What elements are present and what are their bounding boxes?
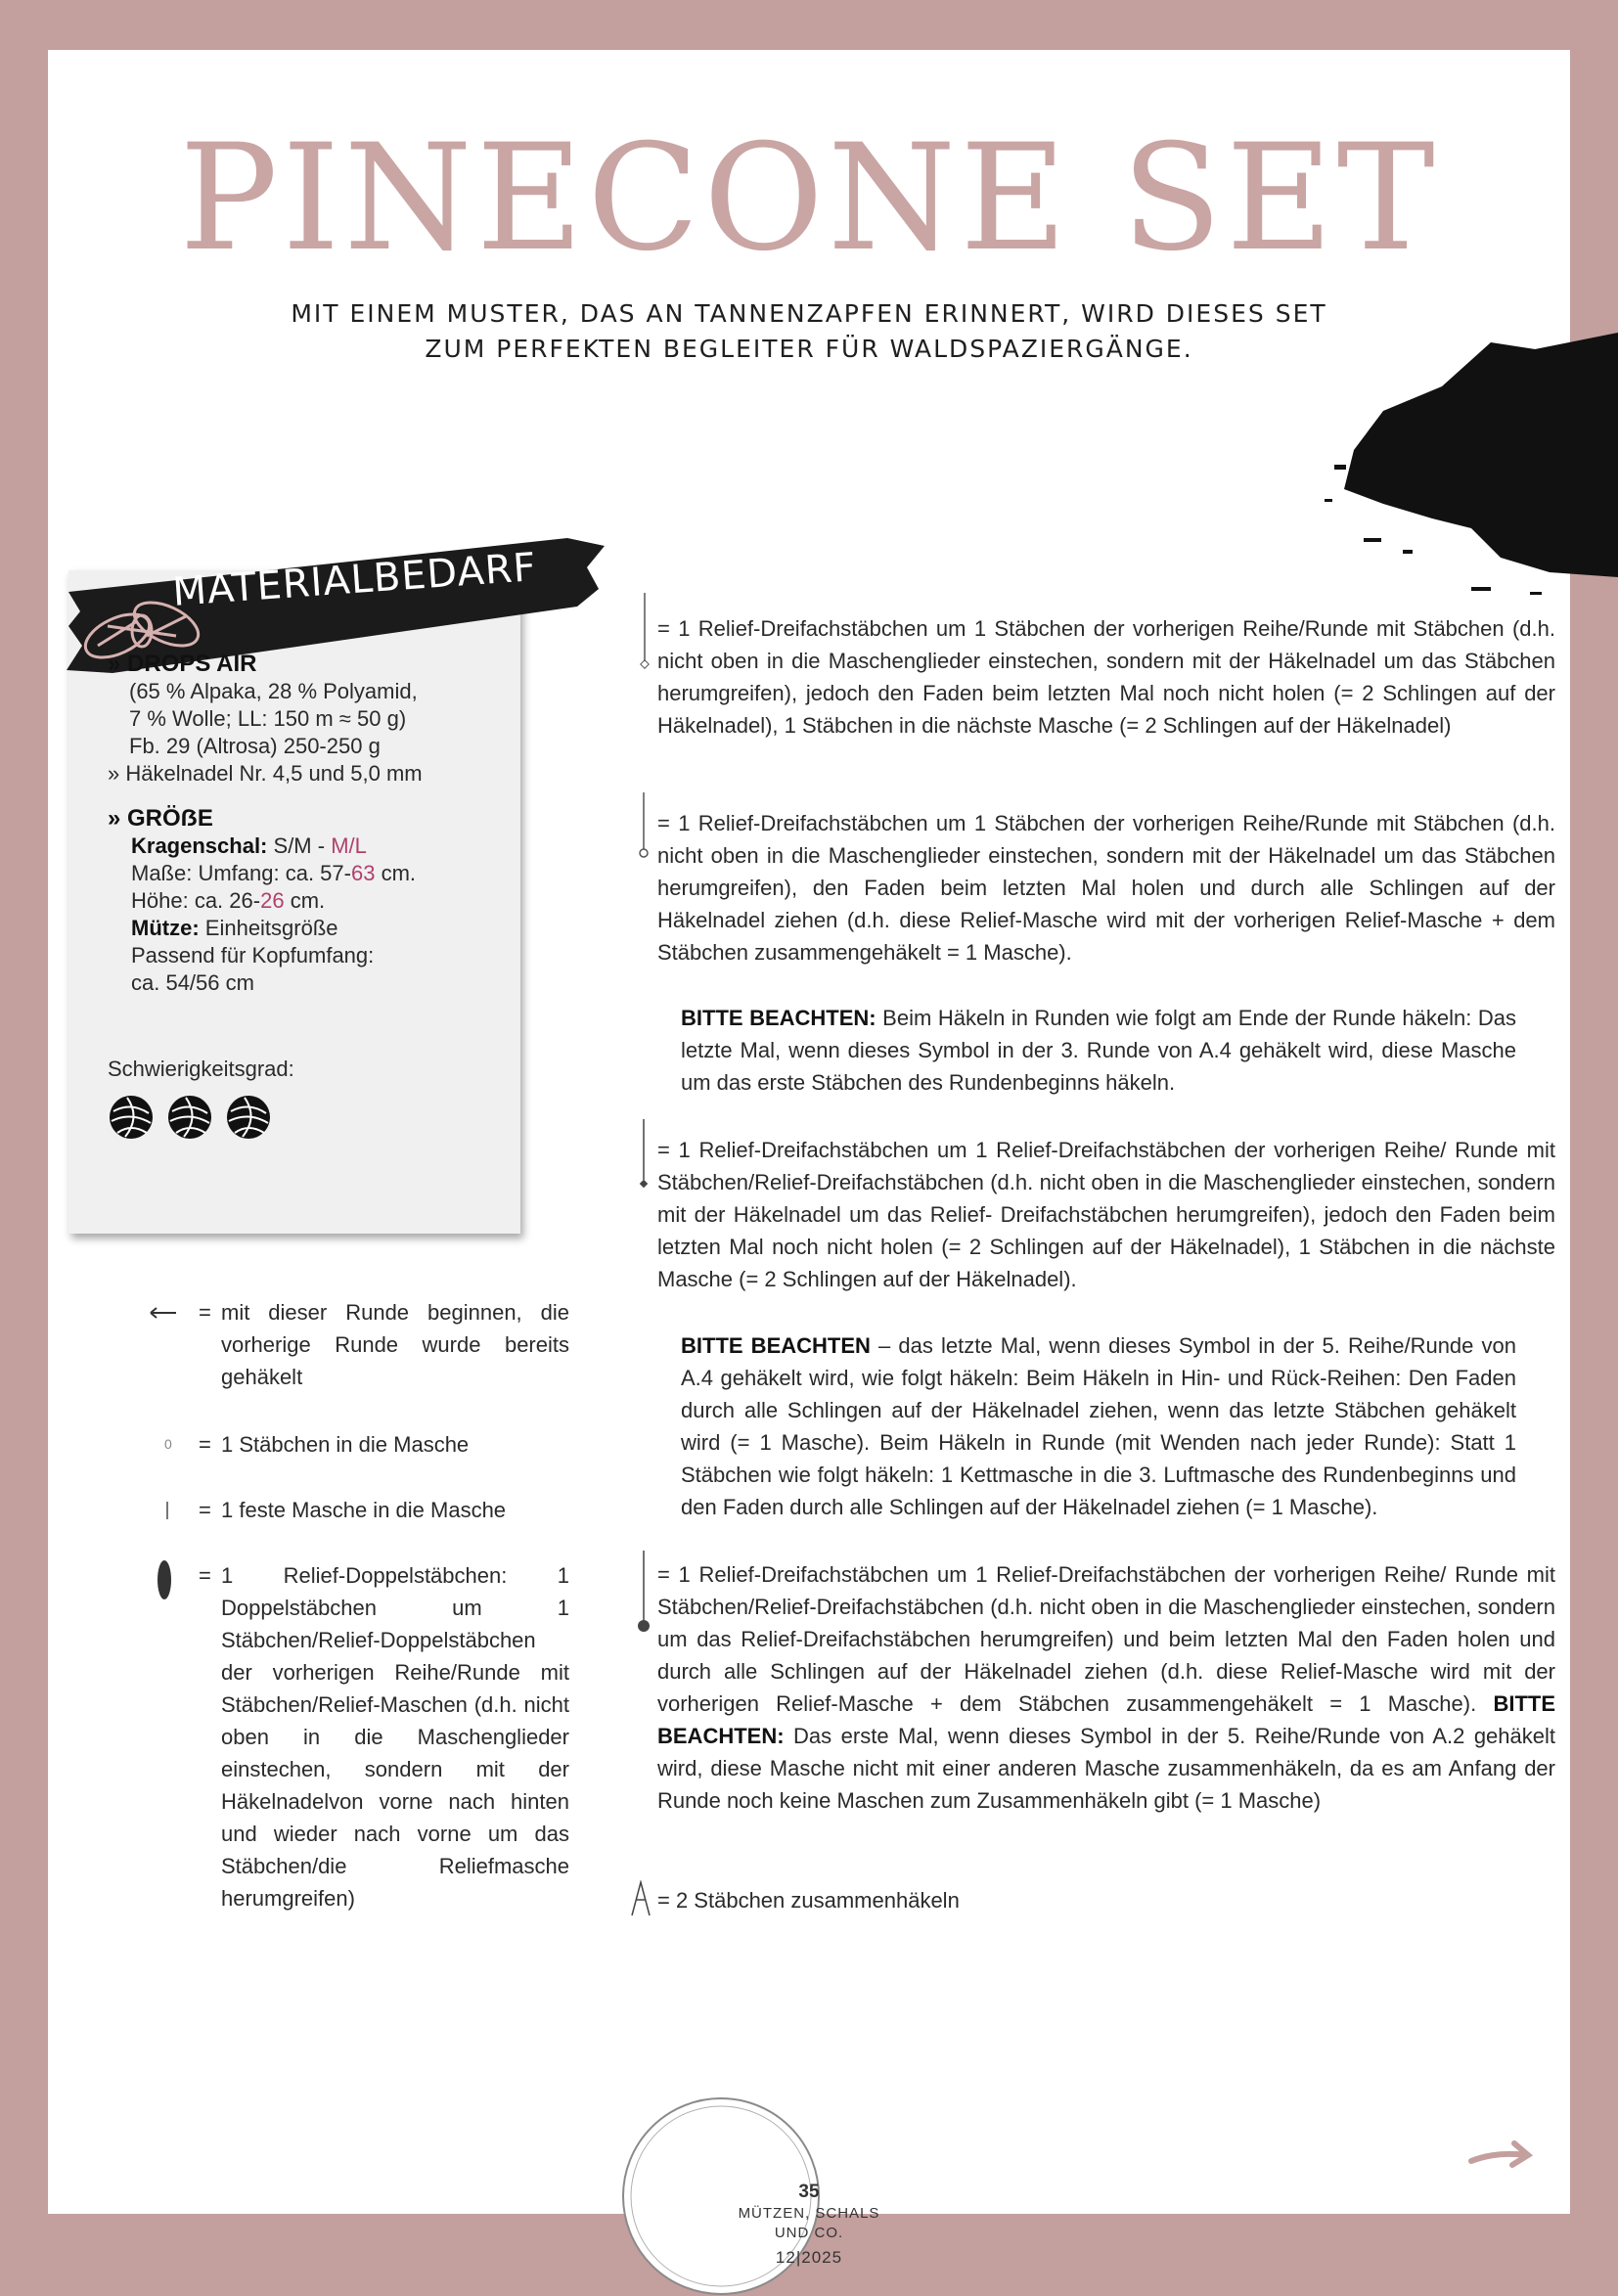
legend-text-a: = 1 Relief-Dreifachstäbchen um 1 Relief-Dreifachstäbchen der vorherigen Reihe/ Runde mit Stäbchen/Relief-Dreifachstäbchen (d.h. nicht oben in die Maschenglieder einstechen, sondern um das Relief-Dreifachstäbchen herumgreifen) und beim letzten Mal den Faden holen und durch alle Schlingen auf der Häkelnadel ziehen (d.h. diese Relief-Masche wird mit der vorherigen Relief-Masche + dem Stäbchen zusammengehäkelt = 1 Masche).: [657, 1562, 1555, 1716]
legend-eq: =: [199, 1432, 211, 1457]
yarn-heading: » DROPS AIR: [108, 651, 257, 677]
note-2-body: – das letzte Mal, wenn dieses Symbol in der 5. Reihe/Runde von A.4 gehäkelt wird, wie folgt häkeln: Beim Häkeln in Hin- und Rück-Reihen: Den Faden durch alle Schlingen auf der Häkelnadel ziehen, wenn das letzte Stäbchen gehäkelt wird (= 1 Masche). Beim Häkeln in Runde (mit Wenden nach jeder Runde): Statt 1 Stäbchen wie folgt häkeln: 1 Kettmasche in die 3. Luftmasche des Rundenbeginns und den Faden durch alle Schlingen auf der Häkelnadel ziehen (= 1 Masche).: [681, 1333, 1516, 1519]
material-content: [108, 651, 518, 997]
note-1-body: Beim Häkeln in Runden wie folgt am Ende der Runde häkeln: Das letzte Mal, wenn dieses Symbol in der 3. Runde von A.4 gehäkelt wird, diese Masche um das erste Stäbchen des Rundenbeginns häkeln.: [681, 1006, 1516, 1095]
legend-text: 1 feste Masche in die Masche: [221, 1498, 507, 1522]
next-page-arrow-icon[interactable]: [1467, 2138, 1536, 2173]
legend-text: 1 Stäbchen in die Masche: [221, 1432, 470, 1457]
yarn-ball-icon: [227, 1096, 270, 1139]
hat-label: Mütze:: [131, 916, 200, 940]
oval-icon: [157, 1559, 172, 1600]
legend-eq: =: [199, 1498, 211, 1522]
scarf-size-a: S/M -: [273, 833, 326, 858]
legend-eq: =: [199, 1563, 211, 1588]
hat-fit-2: ca. 54/56 cm: [131, 970, 254, 995]
issue-number: 12|2025: [775, 2248, 843, 2267]
scarf-label: Kragenschal:: [131, 833, 268, 858]
note-2-text: [681, 1329, 1516, 1523]
yarn-composition-1: (65 % Alpaka, 28 % Polyamid,: [129, 679, 418, 703]
legend-text: = 1 Relief-Dreifachstäbchen um 1 Stäbchen der vorherigen Reihe/Runde mit Stäbchen (d.h. nicht oben in die Maschenglieder einstechen, sondern mit der Häkelnadel um das Stäbchen herumgreifen), den Faden beim letzten Mal holen und durch alle Schlingen auf der Häkelnadel ziehen (d.h. diese Relief-Masche wird mit der vorherigen Relief-Masche + dem Stäbchen zusammengehäkelt = 1 Masche).: [657, 811, 1555, 965]
hat-fit-1: Passend für Kopfumfang:: [131, 943, 375, 968]
subtitle-line-1: MIT EINEM MUSTER, DAS AN TANNENZAPFEN ERINNERT, WIRD DIESES SET: [291, 299, 1327, 328]
legend-eq: =: [199, 1300, 211, 1325]
difficulty-rating: [108, 1094, 284, 1152]
note-2-label: BITTE BEACHTEN: [681, 1333, 871, 1358]
yarn-ball-icon: [168, 1096, 211, 1139]
height: [108, 887, 518, 915]
subtitle-line-2: ZUM PERFEKTEN BEGLEITER FÜR WALDSPAZIERGÄNGE.: [425, 335, 1193, 363]
hat-size: [108, 915, 518, 942]
difficulty-label: Schwierigkeitsgrad:: [108, 1057, 294, 1081]
legend-text: = 2 Stäbchen zusammenhäkeln: [657, 1888, 960, 1913]
scarf-size-b: M/L: [331, 833, 367, 858]
page-title: PINECONE SET: [179, 113, 1439, 284]
legend-text: 1 Relief-Doppelstäbchen: 1 Doppelstäbchen um 1 Stäbchen/Relief-Doppelstäbchen der vorherigen Reihe/Runde mit Stäbchen/Relief-Maschen (d.h. nicht oben in die Maschenglieder einstechen, sondern mit der Häkelnadelvon vorne nach hinten und wieder nach vorne um das Stäbchen/die Reliefmasche herumgreifen): [221, 1563, 569, 1911]
yarn-color: Fb. 29 (Altrosa) 250-250 g: [129, 734, 381, 758]
relief-triple-open-diamond-icon: [638, 593, 652, 675]
arrow-left-icon: [147, 1306, 178, 1320]
legend-text-b: Das erste Mal, wenn dieses Symbol in der 5. Reihe/Runde von A.2 gehäkelt wird, diese Masche nicht mit einer anderen Masche zusammenhäkeln, da es am Anfang der Runde noch keine Maschen zum Zusammenhäkeln gibt (= 1 Masche): [657, 1724, 1555, 1813]
height-b: 26: [260, 888, 285, 913]
relief-triple-filled-diamond-icon: [637, 1119, 651, 1193]
yarn-ball-icon: [110, 1096, 153, 1139]
relief-triple-open-circle-icon: [636, 792, 652, 861]
height-a: Höhe: ca. 26-: [131, 888, 261, 913]
legend-text: = 1 Relief-Dreifachstäbchen um 1 Stäbchen der vorherigen Reihe/Runde mit Stäbchen (d.h. nicht oben in die Maschenglieder einstechen, sondern mit der Häkelnadel um das Stäbchen herumgreifen), jedoch den Faden beim letzten Mal noch nicht holen (= 2 Schlingen auf der Häkelnadel), 1 Stäbchen in die nächste Masche (= 2 Schlingen auf der Häkelnadel): [657, 616, 1555, 738]
section-line-2: UND CO.: [774, 2225, 844, 2241]
scarf-size: [108, 833, 518, 860]
size-heading-text: GRÖẞE: [127, 805, 213, 832]
bar-icon: [164, 1502, 170, 1519]
yarn-name: DROPS AIR: [127, 651, 257, 677]
relief-triple-filled-circle-icon: [635, 1551, 652, 1633]
zero-icon: 0: [164, 1436, 172, 1452]
size-heading: » GRÖẞE: [108, 805, 213, 832]
legend-text: mit dieser Runde beginnen, die vorherige Runde wurde bereits gehäkelt: [221, 1300, 569, 1389]
section-line-1: MÜTZEN, SCHALS: [738, 2205, 880, 2222]
hook-size: Häkelnadel Nr. 4,5 und 5,0 mm: [125, 761, 423, 786]
measures-c: cm.: [381, 861, 417, 885]
note-1-label: BITTE BEACHTEN:: [681, 1006, 876, 1030]
two-stitches-together-icon: [628, 1880, 653, 1917]
paint-splash: [1325, 293, 1618, 607]
page-number: 35: [798, 2182, 820, 2202]
legend-text-bold: BITTE BEACHTEN:: [657, 1691, 1555, 1748]
hat-size-value: Einheitsgröße: [204, 916, 338, 940]
material-heading: MATERIALBEDARF: [171, 545, 539, 615]
height-c: cm.: [290, 888, 326, 913]
measures-b: 63: [350, 861, 376, 885]
legend-text: = 1 Relief-Dreifachstäbchen um 1 Relief-Dreifachstäbchen der vorherigen Reihe/ Runde mit Stäbchen/Relief-Dreifachstäbchen (d.h. nicht oben in die Maschenglieder einstechen, sondern mit der Häkelnadel um das Relief- Dreifachstäbchen herumgreifen), jedoch den Faden beim letzten Mal noch nicht holen (= 2 Schlingen auf der Häkelnadel), 1 Stäbchen in die nächste Masche (= 2 Schlingen auf der Häkelnadel).: [657, 1138, 1555, 1291]
yarn-composition-2: 7 % Wolle; LL: 150 m ≈ 50 g): [129, 706, 407, 731]
legend-text: [657, 1558, 1555, 1817]
measures: [108, 860, 518, 887]
measures-a: Maße: Umfang: ca. 57-: [131, 861, 351, 885]
note-1-text: [681, 1002, 1516, 1099]
hook-line: » Häkelnadel Nr. 4,5 und 5,0 mm: [108, 761, 423, 786]
